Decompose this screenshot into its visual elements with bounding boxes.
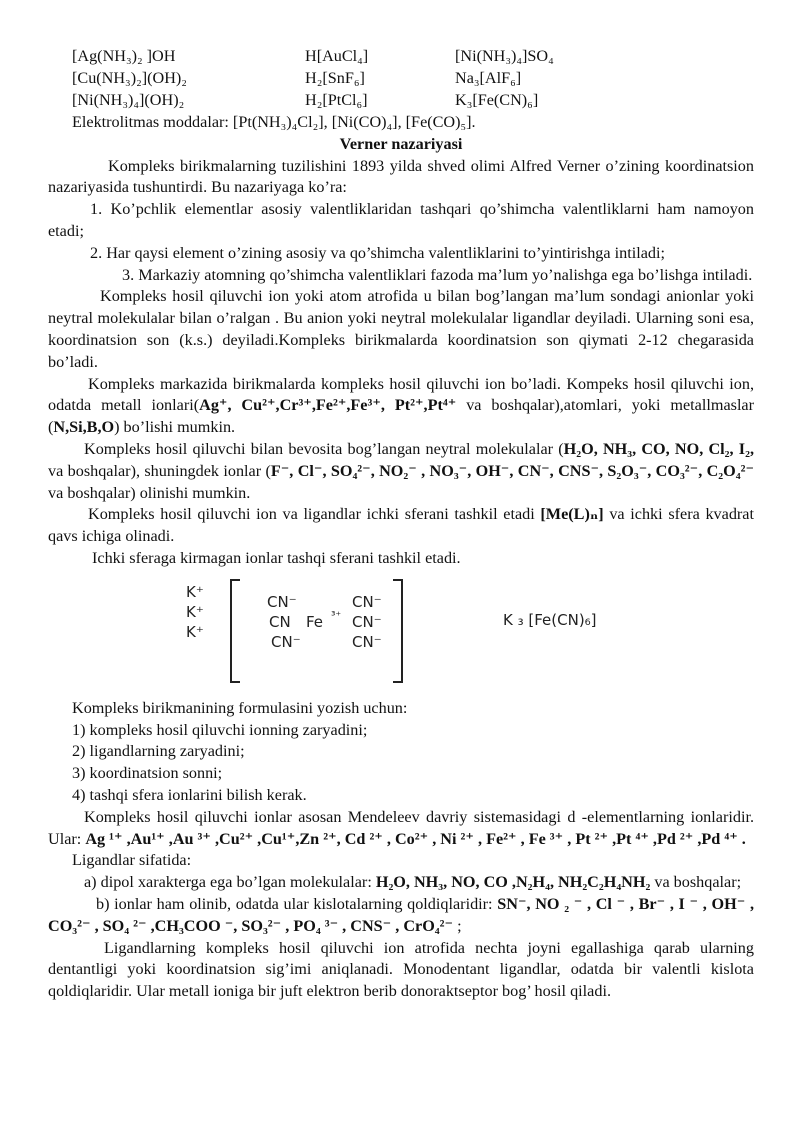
table-cell: K₃[Fe(CN)₆]	[455, 91, 539, 109]
list-intro: Kompleks birikmanining formulasini yozish uchun:	[72, 698, 408, 717]
paragraph	[48, 504, 754, 548]
list-item: 4) tashqi sfera ionlarini bilish kerak.	[72, 785, 307, 804]
table-cell: H₂[SnF₆]	[305, 69, 365, 87]
ligand-label: CN⁻	[267, 592, 297, 611]
document-page	[48, 46, 754, 1003]
nonmetal-list: N,Si,B,O	[53, 418, 115, 437]
ion-list: Ag ¹⁺ ,Au¹⁺ ,Au ³⁺ ,Cu²⁺ ,Cu¹⁺,Zn ²⁺, Cd ²⁺ , Co²⁺ , Ni ²⁺ , Fe²⁺ , Fe ³⁺ , Pt ²⁺ ,Pt ⁴⁺ ,Pd ²⁺ ,Pd ⁴⁺ .	[85, 829, 746, 848]
text-run: Kompleks hosil qiluvchi bilan bevosita bog’langan neytral molekulalar (	[84, 439, 564, 458]
paragraph	[48, 894, 754, 938]
list-item: 3) koordinatsion sonni;	[72, 764, 223, 783]
ligands-intro: Ligandlar sifatida:	[72, 851, 192, 870]
list-item: 2) ligandlarning zaryadini;	[72, 742, 245, 761]
list-item: 1) kompleks hosil qiluvchi ionning zaryadini;	[72, 720, 368, 739]
table-cell: H₂[PtCl₆]	[305, 91, 368, 109]
ion-list: Ag⁺, Cu²⁺,Cr³⁺,Fe²⁺,Fe³⁺, Pt²⁺,Pt⁴⁺	[199, 396, 457, 415]
paragraph: 3. Markaziy atomning qo’shimcha valentliklari fazoda ma’lum yo’nalishga ega bo’lishga intiladi.	[122, 265, 753, 284]
text-run: va boshqalar;	[650, 873, 742, 892]
table-cell: [Ag(NH₃)₂ ]OH	[72, 47, 176, 65]
right-square-bracket	[393, 579, 403, 683]
cation-label: K⁺	[186, 602, 204, 621]
text-run: a) dipol xarakterga ega bo’lgan molekulalar:	[84, 873, 376, 892]
text-run: Kompleks hosil qiluvchi ionlar asosan Mendeleev davriy sistemasidagi d -elementlarning ionlaridir. Ular:	[48, 807, 754, 848]
ligand-label: CN⁻	[271, 632, 301, 651]
central-atom-charge: ³⁺	[331, 608, 342, 622]
inner-sphere-formula: [Me(L)ₙ]	[540, 505, 604, 524]
table-cell: [Ni(NH₃)₄](OH)₂	[72, 91, 185, 109]
ligand-label: CN	[269, 612, 291, 631]
complex-formula: K ₃ [Fe(CN)₆]	[503, 610, 597, 629]
paragraph: 2. Har qaysi element o’zining asosiy va qo’shimcha valentliklarini to’yintirishga intiladi;	[90, 243, 665, 262]
text-run: va boshqalar),atomlari, yoki metallmaslar (	[48, 396, 755, 437]
paragraph: Kompleks birikmalarning tuzilishini 1893 yilda shved olimi Alfred Verner o’zining koordinatsion nazariyasida tushuntirdi. Bu nazariyaga ko’ra:	[48, 156, 754, 197]
ligand-label: CN⁻	[352, 632, 382, 651]
paragraph	[48, 374, 754, 439]
text-run: Kompleks markazida birikmalarda kompleks hosil qiluvchi ion bo’ladi. Kompeks hosil qiluvchi ion, odatda metall ionlari(	[48, 374, 754, 415]
text-run: Kompleks hosil qiluvchi ion va ligandlar ichki sferani tashkil etadi	[88, 505, 541, 524]
paragraph	[48, 439, 754, 504]
compound-table	[48, 46, 754, 134]
table-cell: [Ni(NH₃)₄]SO₄	[455, 47, 554, 65]
ion-list: F⁻, Cl⁻, SO₄²⁻, NO₂⁻ , NO₃⁻, OH⁻, CN⁻, CNS⁻, S₂O₃⁻, CO₃²⁻, C₂O₄²⁻	[270, 461, 754, 480]
paragraph: Kompleks hosil qiluvchi ion yoki atom atrofida u bilan bog’langan ma’lum sondagi anionlar yoki neytral molekulalar bilan o’ralgan . Bu anion yoki neytral molekulalar ligandlar deyiladi. Ularning soni esa, koordinatsion son (k.s.) deyiladi.Kompleks birikmalarda koordinatsion son qiymati 2-12 chegarasida bo’ladi.	[48, 287, 754, 371]
paragraph: Ichki sferaga kirmagan ionlar tashqi sferani tashkil etadi.	[92, 548, 461, 567]
text-run: va boshqalar), shuningdek ionlar (	[48, 461, 271, 480]
table-cell: Na₃[AlF₆]	[455, 69, 522, 87]
ligand-label: CN⁻	[352, 592, 382, 611]
central-atom-label: Fe	[306, 612, 324, 631]
molecule-list: H₂O, NH₃, NO, CO ,N₂H₄, NH₂C₂H₄NH₂	[375, 873, 651, 892]
paragraph	[48, 807, 754, 851]
text-run: ;	[453, 916, 462, 935]
paragraph: 1. Ko’pchlik elementlar asosiy valentliklaridan tashqari qo’shimcha valentliklarni ham namoyon etadi;	[48, 200, 754, 240]
text-run: ) bo’lishi mumkin.	[114, 418, 236, 437]
molecule-list: H₂O, NH₃, CO, NO, Cl₂, I₂,	[563, 439, 754, 458]
paragraph	[48, 872, 754, 894]
table-row	[48, 90, 754, 112]
cation-label: K⁺	[186, 582, 204, 601]
left-square-bracket	[230, 579, 240, 683]
table-row	[48, 68, 754, 90]
cation-label: K⁺	[186, 622, 204, 641]
table-cell: H[AuCl₄]	[305, 47, 369, 65]
complex-structure-figure	[48, 576, 754, 694]
text-run: b) ionlar ham olinib, odatda ular kislotalarning qoldiqlaridir:	[96, 894, 498, 913]
table-cell: [Cu(NH₃)₂](OH)₂	[72, 69, 187, 87]
table-row	[48, 46, 754, 68]
ion-list: SN⁻, NO ₂ ⁻ , Cl ⁻ , Br⁻ , I ⁻ , OH⁻ , CO₃²⁻ , SO₄ ²⁻ ,CH₃COO ⁻, SO₃²⁻ , PO₄ ³⁻ , CNS⁻ , CrO₄²⁻	[48, 894, 754, 935]
ligand-label: CN⁻	[352, 612, 382, 631]
electrolytes-line: Elektrolitmas moddalar: [Pt(NH₃)₄Cl₂], [Ni(CO)₄], [Fe(CO)₅].	[72, 113, 476, 131]
text-run: va ichki sfera kvadrat qavs ichiga olinadi.	[48, 505, 754, 546]
section-heading: Verner nazariyasi	[339, 134, 463, 153]
text-run: va boshqalar) olinishi mumkin.	[48, 483, 251, 502]
paragraph: Ligandlarning kompleks hosil qiluvchi ion atrofida nechta joyni egallashiga qarab ularning dentantligi yoki koordinatsion sig’imi aniqlanadi. Monodentant ligandlar, odatda bir valentli kislota qoldiqlaridir. Ular metall ioniga bir juft elektron berib donoraktseptor bog’ hosil qiladi.	[48, 938, 754, 1001]
